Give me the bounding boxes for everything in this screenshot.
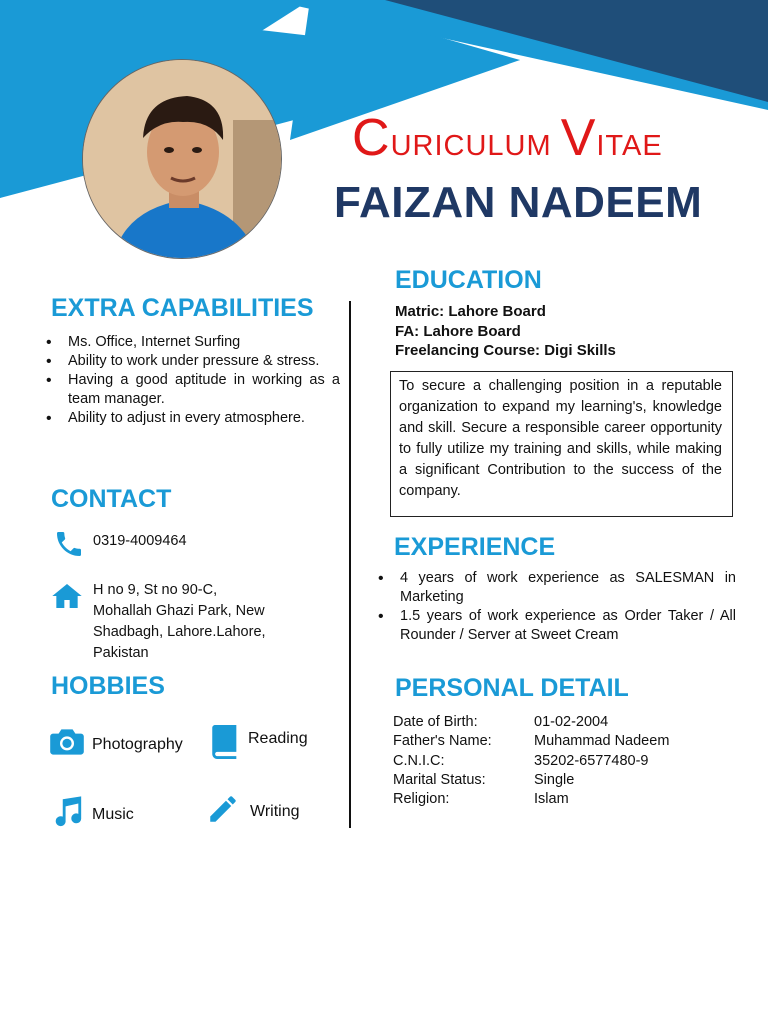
table-row: Religion: Islam: [393, 791, 569, 808]
hobby-music: Music: [50, 795, 134, 834]
phone-row: [52, 528, 187, 565]
extra-capabilities-heading: EXTRA CAPABILITIES: [51, 294, 314, 322]
list-item: • Ability to work under pressure & stress.: [46, 352, 340, 371]
hobbies-heading: HOBBIES: [51, 672, 165, 700]
education-item: Freelancing Course: Digi Skills: [395, 342, 616, 359]
music-note-icon: [50, 795, 84, 834]
pencil-icon: [206, 792, 240, 831]
education-list: [395, 302, 616, 361]
table-row: Marital Status: Single: [393, 771, 575, 788]
phone-icon: [52, 528, 86, 565]
contact-heading: CONTACT: [51, 485, 172, 513]
table-row: Date of Birth: 01-02-2004: [393, 714, 609, 730]
candidate-name: FAIZAN NADEEM: [334, 178, 703, 227]
career-objective: To secure a challenging position in a reputable organization to expand my learning's, knowledge and skill. Secure a responsible career opportunity to fully utilize my training and skills, while making a significant Contribution to the success of the company.: [390, 371, 733, 517]
hobby-writing: Writing: [206, 792, 300, 831]
column-divider: [349, 301, 351, 828]
table-row: C.N.I.C: 35202-6577480-9: [393, 752, 649, 769]
list-item: • Ms. Office, Internet Surfing: [46, 333, 340, 352]
table-row: Father's Name: Muhammad Nadeem: [393, 733, 670, 750]
education-item: FA: Lahore Board: [395, 322, 521, 340]
hobby-photography: Photography: [50, 728, 183, 761]
education-item: Matric: Lahore Board: [395, 303, 546, 320]
phone-number: 0319-4009464: [93, 533, 187, 549]
experience-heading: EXPERIENCE: [394, 533, 556, 561]
document-title: CURICULUM VITAE: [352, 109, 663, 167]
experience-list: [378, 569, 736, 645]
extra-capabilities-list: [46, 333, 340, 428]
list-item: • Having a good aptitude in working as a team manager.: [46, 371, 340, 409]
personal-detail-table: [393, 713, 669, 809]
list-item: • 4 years of work experience as SALESMAN in Marketing: [378, 569, 736, 607]
hobby-reading: Reading: [210, 725, 308, 764]
list-item: • 1.5 years of work experience as Order Taker / All Rounder / Server at Sweet Cream: [378, 607, 736, 645]
list-item: • Ability to adjust in every atmosphere.: [46, 409, 340, 428]
profile-photo: [82, 59, 282, 259]
address: H no 9, St no 90-C, Mohallah Ghazi Park, New Shadbagh, Lahore.Lahore, Pakistan: [93, 582, 266, 661]
home-icon: [50, 580, 84, 617]
education-heading: EDUCATION: [395, 266, 542, 294]
book-icon: [210, 725, 240, 764]
personal-detail-heading: PERSONAL DETAIL: [395, 674, 629, 702]
camera-icon: [50, 728, 84, 761]
address-row: [50, 580, 266, 664]
